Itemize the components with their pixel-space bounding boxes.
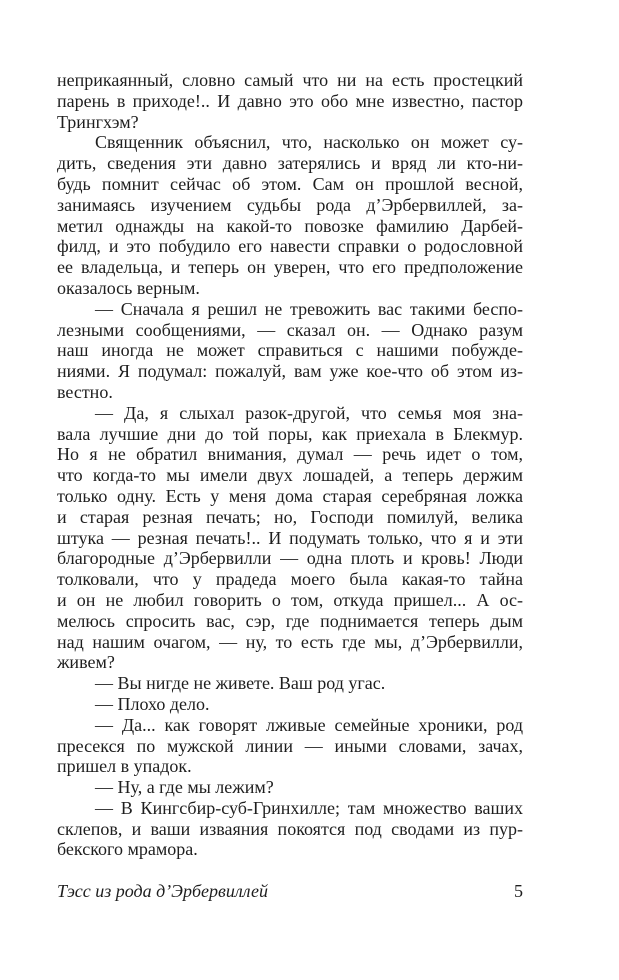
text-line: бекского мрамора. <box>57 839 198 860</box>
text-line: толковали, что у прадеда моего была какая-то тайна <box>57 569 523 590</box>
text-line: живем? <box>57 652 115 673</box>
text-line: оказалось верным. <box>57 277 200 298</box>
text-line: ниями. Я подумал: пожалуй, вам уже кое-что об этом из- <box>57 361 523 382</box>
paragraph <box>57 798 523 860</box>
text-line: — Да... как говорят лживые семейные хроники, род <box>95 714 523 735</box>
text-line: — Ну, а где мы лежим? <box>95 777 274 798</box>
text-line: вестно. <box>57 381 113 402</box>
text-line: вала лучшие дни до той поры, как приехала в Блекмур. <box>57 423 523 444</box>
footer <box>57 880 523 902</box>
text-line: над нашим очагом, — ну, то есть где мы, д’Эрбервилли, <box>57 631 523 652</box>
paragraph <box>57 694 523 715</box>
text-line: занимаясь изучением судьбы рода д’Эрбервиллей, за- <box>57 194 523 215</box>
text-line: — Сначала я решил не тревожить вас такими беспо- <box>95 298 523 319</box>
running-title: Тэсс из рода д’Эрбервиллей <box>57 881 268 901</box>
text-line: склепов, и ваши изваяния покоятся под сводами из пур- <box>57 818 523 839</box>
text-line: филд, и это побудило его навести справки о родословной <box>57 236 523 257</box>
text-line: будь помнит сейчас об этом. Сам он прошлой весной, <box>57 173 523 194</box>
text-line: Трингхэм? <box>57 111 139 132</box>
text-line: и он не любил говорить о том, откуда пришел... А ос- <box>57 589 523 610</box>
text-line: ее владельца, и теперь он уверен, что его предположение <box>57 257 523 278</box>
text-line: лезными сообщениями, — сказал он. — Однако разум <box>57 319 523 340</box>
paragraph <box>57 777 523 798</box>
text-line: — Вы нигде не живете. Ваш род угас. <box>95 673 386 694</box>
text-line: что когда-то мы имели двух лошадей, а теперь держим <box>57 465 523 486</box>
text-line: пресекся по мужской линии — иными словами, зачах, <box>57 735 523 756</box>
text-line: метил однажды на какой-то повозке фамилию Дарбей- <box>57 215 523 236</box>
text-line: — В Кингсбир-суб-Гринхилле; там множество ваших <box>95 797 523 818</box>
paragraph <box>57 673 523 694</box>
text-line: мелюсь спросить вас, сэр, где поднимается теперь дым <box>57 610 523 631</box>
paragraph <box>57 132 523 298</box>
paragraph <box>57 403 523 673</box>
text-line: и старая резная печать; но, Господи помилуй, велика <box>57 506 523 527</box>
paragraph <box>57 715 523 777</box>
text-line: дить, сведения эти давно затерялись и вряд ли кто-ни- <box>57 153 523 174</box>
text-line: наш иногда не может справиться с нашими побужде- <box>57 340 523 361</box>
text-line: штука — резная печать!.. И подумать только, что я и эти <box>57 527 523 548</box>
text-line: Но я не обратил внимания, думал — речь идет о том, <box>57 444 523 465</box>
paragraph <box>57 70 523 132</box>
paragraph <box>57 299 523 403</box>
text-line: только одну. Есть у меня дома старая серебряная ложка <box>57 485 523 506</box>
text-line: — Плохо дело. <box>95 693 210 714</box>
text-line: неприкаянный, словно самый что ни на есть простецкий <box>57 70 523 90</box>
text-line: благородные д’Эрбервилли — одна плоть и кровь! Люди <box>57 548 523 569</box>
text-line: Священник объяснил, что, насколько он может су- <box>95 132 523 153</box>
text-line: — Да, я слыхал разок-другой, что семья моя зна- <box>95 402 523 423</box>
page-number: 5 <box>514 881 523 901</box>
text-line: парень в приходе!.. И давно это обо мне известно, пастор <box>57 90 523 111</box>
text-block <box>57 70 523 860</box>
text-line: пришел в упадок. <box>57 756 192 777</box>
